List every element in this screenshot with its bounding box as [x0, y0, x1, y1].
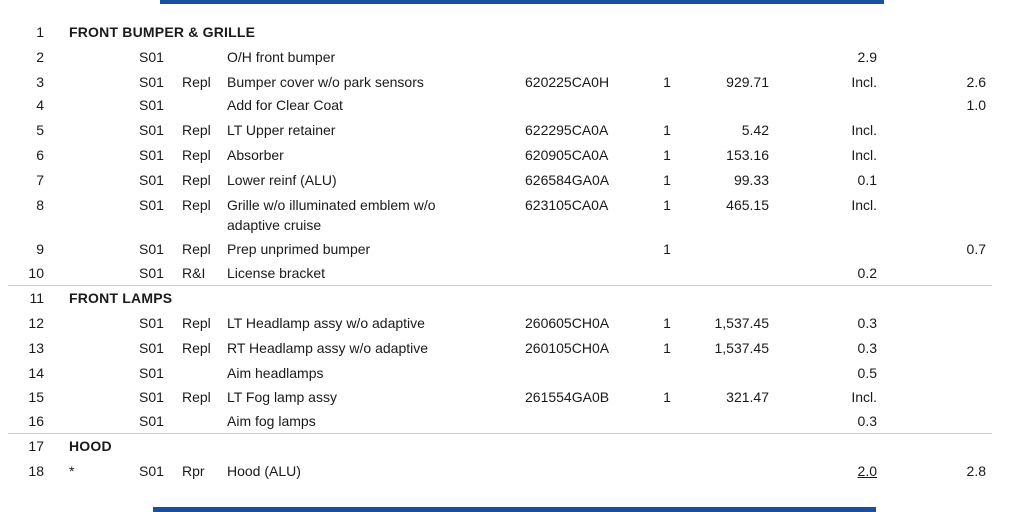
changed-line-marker: *	[69, 463, 75, 479]
section-code: S01	[139, 365, 164, 381]
operation: Repl	[182, 389, 211, 405]
labor-hours-value: 2.0	[857, 463, 877, 479]
description: LT Upper retainer	[227, 122, 336, 138]
line-number: 5	[36, 122, 44, 138]
line-number: 2	[36, 49, 44, 65]
part-number: 620905CA0A	[525, 147, 609, 163]
labor-hours: 2.9	[857, 49, 877, 65]
part-number: 626584GA0A	[525, 172, 610, 188]
section-code: S01	[139, 74, 164, 90]
quantity: 1	[663, 389, 671, 405]
labor-hours: 0.3	[857, 315, 877, 331]
description: Lower reinf (ALU)	[227, 172, 337, 188]
part-number: 622295CA0A	[525, 122, 609, 138]
line-number: 1	[36, 24, 44, 40]
description: Add for Clear Coat	[227, 97, 343, 113]
part-number: 620225CA0H	[525, 74, 610, 90]
operation: Repl	[182, 147, 211, 163]
section-code: S01	[139, 147, 164, 163]
quantity: 1	[663, 197, 671, 213]
section-code: S01	[139, 197, 164, 213]
price: 929.71	[726, 74, 769, 90]
operation: Repl	[182, 74, 211, 90]
line-number: 12	[28, 315, 44, 331]
paint-hours: 1.0	[966, 97, 986, 113]
labor-hours: Incl.	[851, 74, 877, 90]
price: 1,537.45	[714, 315, 769, 331]
line-number: 15	[28, 389, 44, 405]
operation: Repl	[182, 122, 211, 138]
operation: Repl	[182, 172, 211, 188]
labor-hours: 0.1	[857, 172, 877, 188]
section-code: S01	[139, 413, 164, 429]
price: 5.42	[741, 122, 769, 138]
section-code: S01	[139, 122, 164, 138]
description: RT Headlamp assy w/o adaptive	[227, 340, 429, 356]
price: 153.16	[726, 147, 769, 163]
description: Aim fog lamps	[227, 413, 316, 429]
price: 1,537.45	[714, 340, 769, 356]
labor-hours	[820, 461, 877, 481]
price: 321.47	[726, 389, 769, 405]
line-number: 9	[36, 241, 44, 257]
description: Aim headlamps	[227, 365, 324, 381]
description: License bracket	[227, 265, 326, 281]
price: 99.33	[733, 172, 769, 188]
line-number: 4	[36, 97, 44, 113]
description: Prep unprimed bumper	[227, 241, 371, 257]
description: LT Fog lamp assy	[227, 389, 337, 405]
section-code: S01	[139, 265, 164, 281]
line-number: 8	[36, 197, 44, 213]
line-number: 11	[29, 290, 44, 306]
part-number: 260605CH0A	[525, 315, 610, 331]
line-number: 14	[28, 365, 44, 381]
line-number: 18	[28, 463, 44, 479]
quantity: 1	[663, 172, 671, 188]
part-number: 261554GA0B	[525, 389, 610, 405]
labor-hours: 0.3	[857, 413, 877, 429]
line-number: 13	[28, 340, 44, 356]
description: Grille w/o illuminated emblem w/o adaptive cruise	[227, 197, 436, 233]
section-code: S01	[139, 49, 164, 65]
operation: Repl	[182, 241, 211, 257]
quantity: 1	[663, 340, 671, 356]
price: 465.15	[726, 197, 769, 213]
section-code: S01	[139, 172, 164, 188]
quantity: 1	[663, 241, 671, 257]
description: O/H front bumper	[227, 49, 336, 65]
part-number: 623105CA0A	[525, 197, 609, 213]
labor-hours: Incl.	[851, 122, 877, 138]
line-number: 17	[28, 438, 44, 454]
paint-hours: 0.7	[966, 241, 986, 257]
section-divider	[8, 285, 992, 286]
operation: Repl	[182, 315, 211, 331]
section-code: S01	[139, 389, 164, 405]
paint-hours: 2.6	[966, 74, 986, 90]
description: LT Headlamp assy w/o adaptive	[227, 315, 425, 331]
description: Bumper cover w/o park sensors	[227, 74, 424, 90]
operation: Rpr	[182, 463, 205, 479]
description: Hood (ALU)	[227, 463, 301, 479]
quantity: 1	[663, 315, 671, 331]
line-number: 3	[36, 74, 44, 90]
operation: R&I	[182, 265, 206, 281]
section-title: FRONT BUMPER & GRILLE	[69, 24, 256, 40]
line-number: 10	[28, 265, 44, 281]
operation: Repl	[182, 340, 211, 356]
section-code: S01	[139, 97, 164, 113]
labor-hours: Incl.	[851, 147, 877, 163]
labor-hours: Incl.	[851, 197, 877, 213]
description: Absorber	[227, 147, 284, 163]
labor-hours: 0.5	[857, 365, 877, 381]
line-number: 6	[36, 147, 44, 163]
section-code: S01	[139, 463, 164, 479]
operation: Repl	[182, 197, 211, 213]
section-code: S01	[139, 315, 164, 331]
line-number: 16	[28, 413, 44, 429]
bottom-accent-bar	[153, 507, 876, 512]
quantity: 1	[663, 122, 671, 138]
labor-hours: Incl.	[851, 389, 877, 405]
section-divider	[8, 433, 992, 434]
section-code: S01	[139, 241, 164, 257]
labor-hours: 0.2	[857, 265, 877, 281]
paint-hours: 2.8	[966, 463, 986, 479]
quantity: 1	[663, 74, 671, 90]
section-title: HOOD	[69, 438, 112, 454]
labor-hours: 0.3	[857, 340, 877, 356]
quantity: 1	[663, 147, 671, 163]
section-title: FRONT LAMPS	[69, 290, 173, 306]
line-number: 7	[36, 172, 44, 188]
part-number: 260105CH0A	[525, 340, 610, 356]
section-code: S01	[139, 340, 164, 356]
